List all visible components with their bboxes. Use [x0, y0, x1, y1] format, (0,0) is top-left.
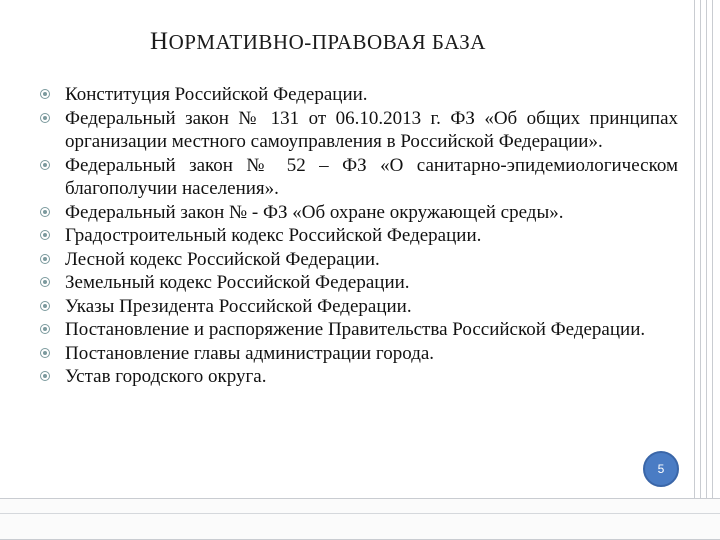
bullet-icon	[40, 301, 50, 311]
title-initial: Н	[150, 28, 169, 55]
list-item-text: Федеральный закон № 131 от 06.10.2013 г. ФЗ «Об общих принципах организации местного самоуправления в Российской Федерации».	[65, 107, 678, 152]
bullet-icon	[40, 254, 50, 264]
list-item-text: Земельный кодекс Российской Федерации.	[65, 272, 410, 293]
list-item	[40, 248, 678, 272]
list-item	[40, 224, 678, 248]
bullet-icon	[40, 348, 50, 358]
rail-line	[712, 0, 713, 540]
list-item-text: Устав городского округа.	[65, 366, 267, 387]
bullet-icon	[40, 160, 50, 170]
list-item	[40, 342, 678, 366]
bullet-icon	[40, 230, 50, 240]
bullet-icon	[40, 113, 50, 123]
list-item	[40, 295, 678, 319]
rail-line	[700, 0, 701, 540]
list-item-text: Федеральный закон № 52 – ФЗ «О санитарно-эпидемиологическом благополучии населения».	[65, 154, 678, 199]
bottom-band-line	[0, 513, 720, 514]
list-item-text: Федеральный закон № - ФЗ «Об охране окружающей среды».	[65, 201, 564, 223]
list-item	[40, 365, 678, 389]
bullet-list	[40, 83, 678, 389]
page-title	[150, 28, 486, 56]
list-item	[40, 154, 678, 201]
list-item	[40, 201, 678, 225]
bottom-band	[0, 498, 720, 540]
list-item-text: Постановление главы администрации города.	[65, 342, 435, 364]
list-item	[40, 107, 678, 154]
bullet-icon	[40, 89, 50, 99]
list-item	[40, 271, 678, 295]
decorative-rails	[688, 0, 720, 540]
list-item-text: Лесной кодекс Российской Федерации.	[65, 248, 380, 270]
content-area	[40, 83, 678, 389]
list-item-text: Указы Президента Российской Федерации.	[65, 295, 412, 317]
page-number: 5	[657, 462, 665, 476]
rail-line	[706, 0, 707, 540]
list-item-text: Конституция Российской Федерации.	[65, 84, 368, 105]
list-item-text: Постановление и распоряжение Правительства Российской Федерации.	[65, 319, 646, 340]
bullet-icon	[40, 371, 50, 381]
bullet-icon	[40, 324, 50, 334]
title-rest: ОРМАТИВНО-ПРАВОВАЯ БАЗА	[168, 30, 486, 54]
bullet-icon	[40, 277, 50, 287]
list-item	[40, 83, 678, 107]
bullet-icon	[40, 207, 50, 217]
rail-line	[694, 0, 695, 540]
page-number-badge	[643, 451, 679, 487]
list-item	[40, 318, 678, 342]
list-item-text: Градостроительный кодекс Российской Федерации.	[65, 225, 482, 246]
